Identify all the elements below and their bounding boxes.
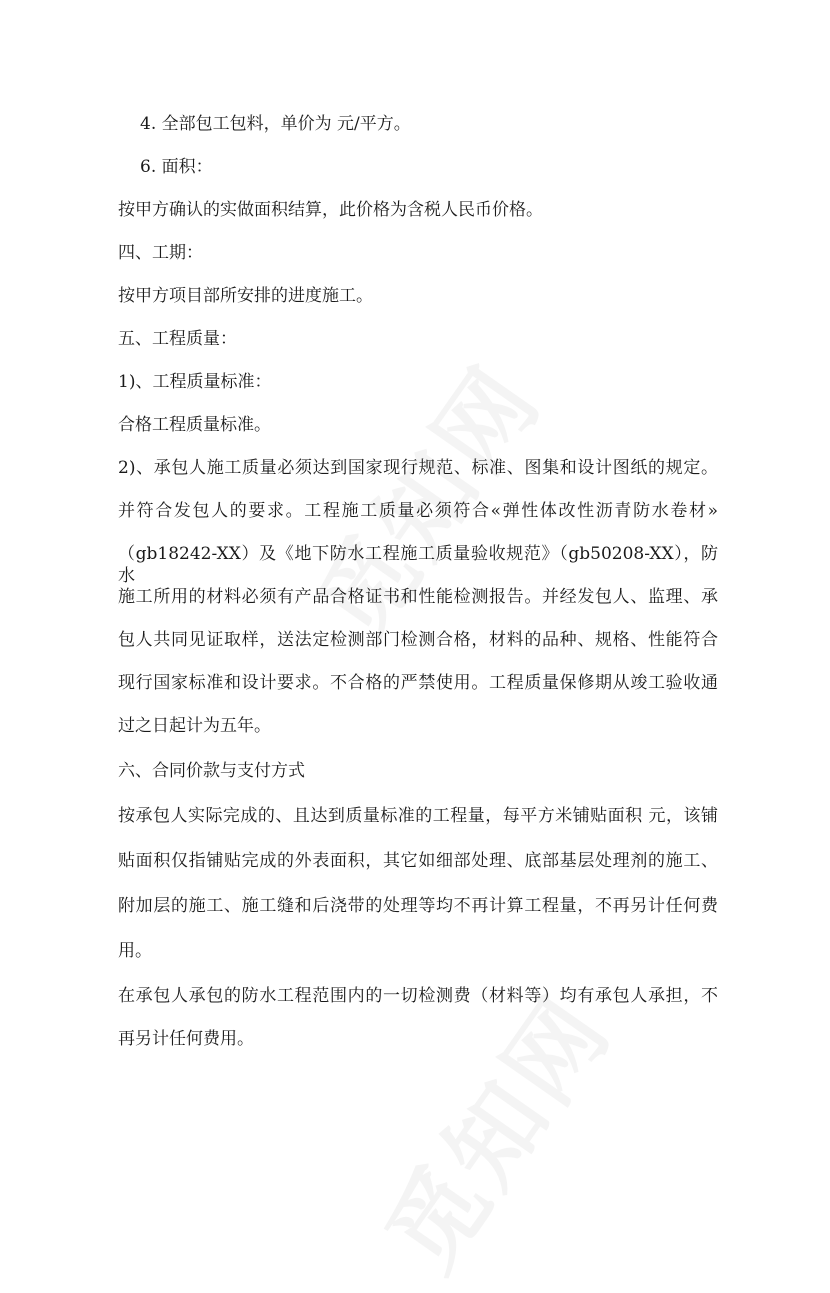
paragraph-line: 按承包人实际完成的、且达到质量标准的工程量，每平方米铺贴面积 元，该铺	[118, 806, 718, 826]
paragraph-line: 2)、承包人施工质量必须达到国家现行规范、标准、图集和设计图纸的规定。	[118, 458, 718, 478]
watermark	[349, 964, 637, 1293]
item-4-unit-price: 4. 全部包工包料，单价为 元/平方。	[140, 114, 411, 134]
paragraph-line: （gb18242-XX）及《地下防水工程施工质量验收规范》（gb50208-XX），防水	[118, 544, 718, 586]
section-heading-schedule: 四、工期：	[118, 243, 203, 263]
paragraph: 按甲方确认的实做面积结算，此价格为含税人民币价格。	[118, 200, 543, 220]
paragraph-line: 包人共同见证取样，送法定检测部门检测合格，材料的品种、规格、性能符合	[118, 630, 718, 650]
section-heading-quality: 五、工程质量：	[118, 329, 237, 349]
paragraph-line: 现行国家标准和设计要求。不合格的严禁使用。工程质量保修期从竣工验收通	[118, 673, 718, 693]
paragraph-line: 施工所用的材料必须有产品合格证书和性能检测报告。并经发包人、监理、承	[118, 587, 718, 607]
subheading: 1)、工程质量标准：	[118, 372, 272, 392]
paragraph-line: 再另计任何费用。	[118, 1029, 254, 1049]
section-heading-payment: 六、合同价款与支付方式	[118, 761, 305, 781]
item-6-area: 6. 面积：	[140, 157, 213, 177]
paragraph-line: 用。	[118, 941, 152, 961]
paragraph-line: 贴面积仅指铺贴完成的外表面积，其它如细部处理、底部基层处理剂的施工、	[118, 851, 718, 871]
paragraph-line: 并符合发包人的要求。工程施工质量必须符合«弹性体改性沥青防水卷材»	[118, 501, 718, 521]
paragraph: 按甲方项目部所安排的进度施工。	[118, 286, 373, 306]
paragraph-line: 附加层的施工、施工缝和后浇带的处理等均不再计算工程量，不再另计任何费	[118, 896, 718, 916]
paragraph-line: 过之日起计为五年。	[118, 716, 271, 736]
paragraph-line: 在承包人承包的防水工程范围内的一切检测费（材料等）均有承包人承担，不	[118, 986, 718, 1006]
paragraph: 合格工程质量标准。	[118, 415, 271, 435]
